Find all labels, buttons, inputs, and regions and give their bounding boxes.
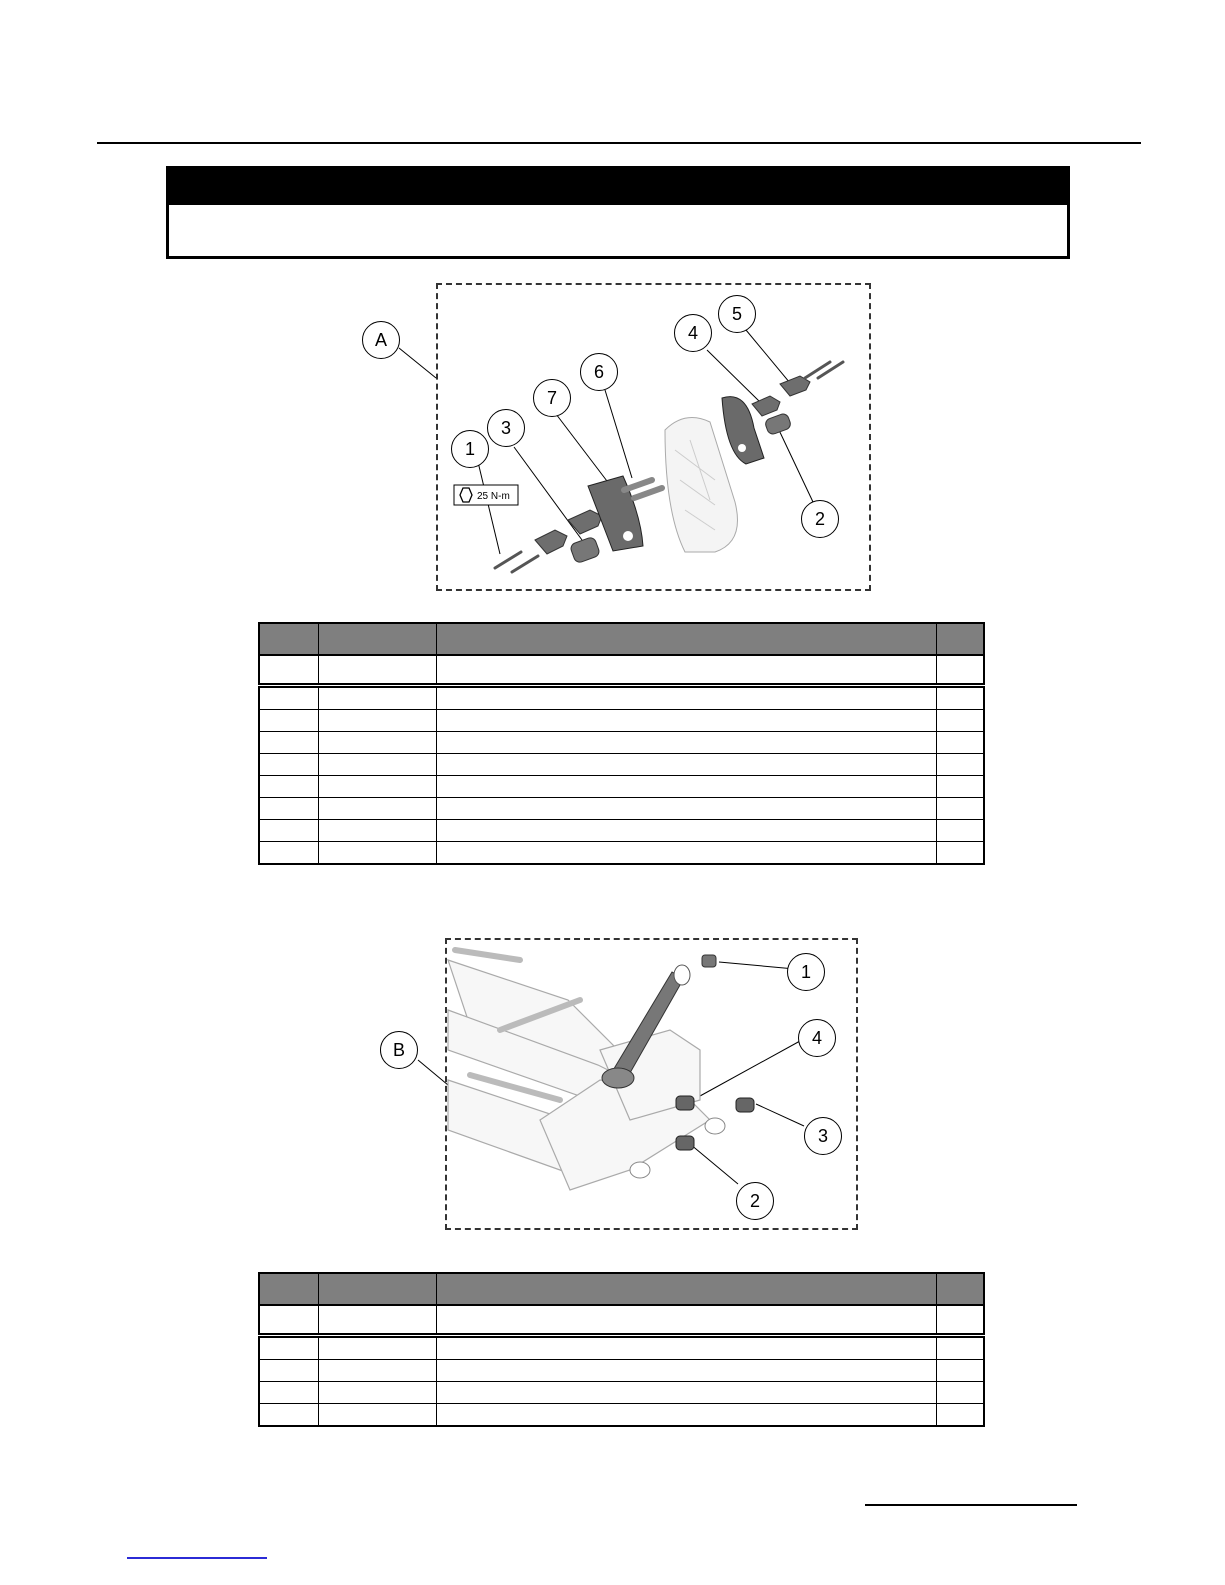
figure-a-illustration — [340, 283, 880, 593]
figure-a-callout-3: 3 — [487, 409, 525, 447]
footer-rule — [865, 1504, 1077, 1506]
figure-b-illustration — [380, 938, 860, 1232]
notice-header-bar — [169, 169, 1067, 205]
figure-b-callout-4: 4 — [798, 1019, 836, 1057]
figure-b-label: B — [380, 1031, 418, 1069]
table-row — [259, 1360, 984, 1382]
table-row — [259, 1336, 984, 1360]
figure-a-label: A — [362, 321, 400, 359]
figure-a-callout-6: 6 — [580, 353, 618, 391]
table-row — [259, 1382, 984, 1404]
table-row — [259, 776, 984, 798]
table-header-row — [259, 1273, 984, 1305]
table-row — [259, 1404, 984, 1427]
torque-label: 25 N-m — [477, 491, 510, 502]
footer-link-underline[interactable] — [127, 1557, 267, 1559]
parts-table-a — [258, 622, 985, 865]
table-row — [259, 798, 984, 820]
table-row — [259, 710, 984, 732]
figure-b-callout-3: 3 — [804, 1117, 842, 1155]
notice-box — [166, 166, 1070, 259]
figure-a-callout-7: 7 — [533, 379, 571, 417]
parts-table-b — [258, 1272, 985, 1427]
table-row — [259, 820, 984, 842]
figure-a-callout-2: 2 — [801, 500, 839, 538]
figure-b-callout-2: 2 — [736, 1182, 774, 1220]
header-rule — [97, 142, 1141, 144]
table-header-row — [259, 623, 984, 655]
figure-a-callout-4: 4 — [674, 314, 712, 352]
table-row — [259, 686, 984, 710]
table-row — [259, 655, 984, 686]
figure-a-callout-1: 1 — [451, 430, 489, 468]
table-row — [259, 842, 984, 865]
table-row — [259, 1305, 984, 1336]
table-row — [259, 732, 984, 754]
figure-a-callout-5: 5 — [718, 295, 756, 333]
figure-b-callout-1: 1 — [787, 953, 825, 991]
table-row — [259, 754, 984, 776]
